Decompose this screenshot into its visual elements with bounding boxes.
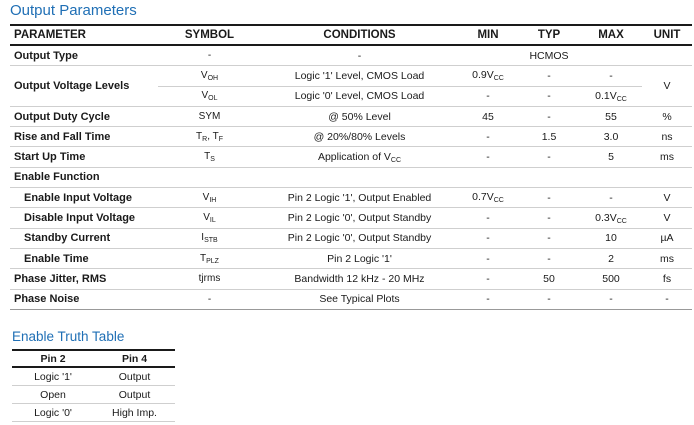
param-name: Output Duty Cycle [10, 106, 158, 126]
symbol-cell: $V_{OH}$ [158, 66, 261, 86]
param-name: Rise and Fall Time [10, 127, 158, 147]
max-cell: - [580, 289, 642, 309]
min-cell: - [458, 147, 518, 167]
unit-cell: V [642, 188, 692, 208]
unit-cell: ms [642, 248, 692, 268]
max-cell: 500 [580, 269, 642, 289]
unit-cell: ns [642, 127, 692, 147]
table-row [10, 188, 692, 208]
enable-truth-table [12, 349, 175, 422]
pin4-cell: Output [94, 367, 175, 386]
max-cell: - [580, 66, 642, 86]
max-cell: 55 [580, 106, 642, 126]
max-cell: 2 [580, 248, 642, 268]
min-cell: - [458, 86, 518, 106]
output-parameters-title: Output Parameters [10, 2, 137, 19]
symbol-cell: $I_{STB}$ [158, 228, 261, 248]
min-cell: - [458, 127, 518, 147]
table-row [10, 106, 692, 126]
table-row [10, 66, 692, 86]
symbol-cell: - [158, 45, 261, 66]
truth-header-row [12, 350, 175, 367]
symbol-cell: $T_R$, $T_F$ [158, 127, 261, 147]
min-cell: $0.9V_{CC}$ [458, 66, 518, 86]
param-name: Output Voltage Levels [10, 66, 158, 107]
typ-cell: - [518, 147, 580, 167]
conditions-cell: Pin 2 Logic '1' [261, 248, 458, 268]
table-row [10, 147, 692, 167]
symbol-cell: $V_{OL}$ [158, 86, 261, 106]
min-cell: - [458, 248, 518, 268]
table-row [10, 248, 692, 268]
typ-cell: - [518, 248, 580, 268]
symbol-cell: SYM [158, 106, 261, 126]
header-typ: TYP [518, 25, 580, 45]
pin4-cell: High Imp. [94, 404, 175, 422]
unit-cell: - [642, 289, 692, 309]
param-name: Enable Function [10, 167, 158, 187]
typ-cell: - [518, 188, 580, 208]
unit-cell: V [642, 66, 692, 107]
conditions-cell: Logic '1' Level, CMOS Load [261, 66, 458, 86]
max-cell: 5 [580, 147, 642, 167]
param-name: Disable Input Voltage [10, 208, 158, 228]
header-symbol: SYMBOL [158, 25, 261, 45]
conditions-cell: Pin 2 Logic '0', Output Standby [261, 228, 458, 248]
min-cell: - [458, 269, 518, 289]
unit-cell: ms [642, 147, 692, 167]
max-cell: 3.0 [580, 127, 642, 147]
typ-cell: - [518, 106, 580, 126]
pin2-cell: Logic '1' [12, 367, 94, 386]
min-cell: $0.7V_{CC}$ [458, 188, 518, 208]
table-row [12, 367, 175, 386]
table-row [10, 228, 692, 248]
header-parameter: PARAMETER [10, 25, 158, 45]
min-cell: - [458, 208, 518, 228]
typ-cell: - [518, 86, 580, 106]
table-row [10, 127, 692, 147]
unit-cell: % [642, 106, 692, 126]
typ-cell: - [518, 228, 580, 248]
header-min: MIN [458, 25, 518, 45]
conditions-cell: Pin 2 Logic '0', Output Standby [261, 208, 458, 228]
header-pin2: Pin 2 [12, 350, 94, 367]
table-row [10, 208, 692, 228]
unit-cell: V [642, 208, 692, 228]
max-cell: - [580, 188, 642, 208]
table-row [10, 269, 692, 289]
header-pin4: Pin 4 [94, 350, 175, 367]
conditions-cell: Bandwidth 12 kHz - 20 MHz [261, 269, 458, 289]
symbol-cell: $V_{IH}$ [158, 188, 261, 208]
table-header-row [10, 25, 692, 45]
param-name: Enable Input Voltage [10, 188, 158, 208]
typ-cell: 50 [518, 269, 580, 289]
table-row [10, 167, 692, 187]
param-name: Output Type [10, 45, 158, 66]
max-cell: $0.3V_{CC}$ [580, 208, 642, 228]
param-name: Start Up Time [10, 147, 158, 167]
symbol-cell: $T_{PLZ}$ [158, 248, 261, 268]
typ-cell: - [518, 66, 580, 86]
output-parameters-table [10, 24, 692, 310]
table-row [10, 45, 692, 66]
param-name: Standby Current [10, 228, 158, 248]
max-cell [580, 45, 642, 66]
unit-cell: fs [642, 269, 692, 289]
table-row [10, 289, 692, 309]
conditions-cell: Pin 2 Logic '1', Output Enabled [261, 188, 458, 208]
conditions-cell: - [261, 45, 458, 66]
symbol-cell: $V_{IL}$ [158, 208, 261, 228]
typ-cell: HCMOS [518, 45, 580, 66]
typ-cell: - [518, 289, 580, 309]
param-name: Phase Jitter, RMS [10, 269, 158, 289]
unit-cell: µA [642, 228, 692, 248]
pin2-cell: Logic '0' [12, 404, 94, 422]
symbol-cell: - [158, 289, 261, 309]
table-row [12, 386, 175, 404]
header-conditions: CONDITIONS [261, 25, 458, 45]
typ-cell: - [518, 208, 580, 228]
conditions-cell: @ 50% Level [261, 106, 458, 126]
header-max: MAX [580, 25, 642, 45]
param-name: Phase Noise [10, 289, 158, 309]
conditions-cell: See Typical Plots [261, 289, 458, 309]
pin4-cell: Output [94, 386, 175, 404]
typ-cell: 1.5 [518, 127, 580, 147]
min-cell: - [458, 289, 518, 309]
enable-truth-table-title: Enable Truth Table [12, 329, 125, 344]
max-cell: $0.1V_{CC}$ [580, 86, 642, 106]
conditions-cell: Logic '0' Level, CMOS Load [261, 86, 458, 106]
max-cell: 10 [580, 228, 642, 248]
min-cell: - [458, 228, 518, 248]
table-row [12, 404, 175, 422]
param-name: Enable Time [10, 248, 158, 268]
pin2-cell: Open [12, 386, 94, 404]
unit-cell [642, 45, 692, 66]
conditions-cell: Application of $V_{CC}$ [261, 147, 458, 167]
symbol-cell: $T_S$ [158, 147, 261, 167]
symbol-cell: tjrms [158, 269, 261, 289]
min-cell: 45 [458, 106, 518, 126]
header-unit: UNIT [642, 25, 692, 45]
conditions-cell: @ 20%/80% Levels [261, 127, 458, 147]
min-cell [458, 45, 518, 66]
